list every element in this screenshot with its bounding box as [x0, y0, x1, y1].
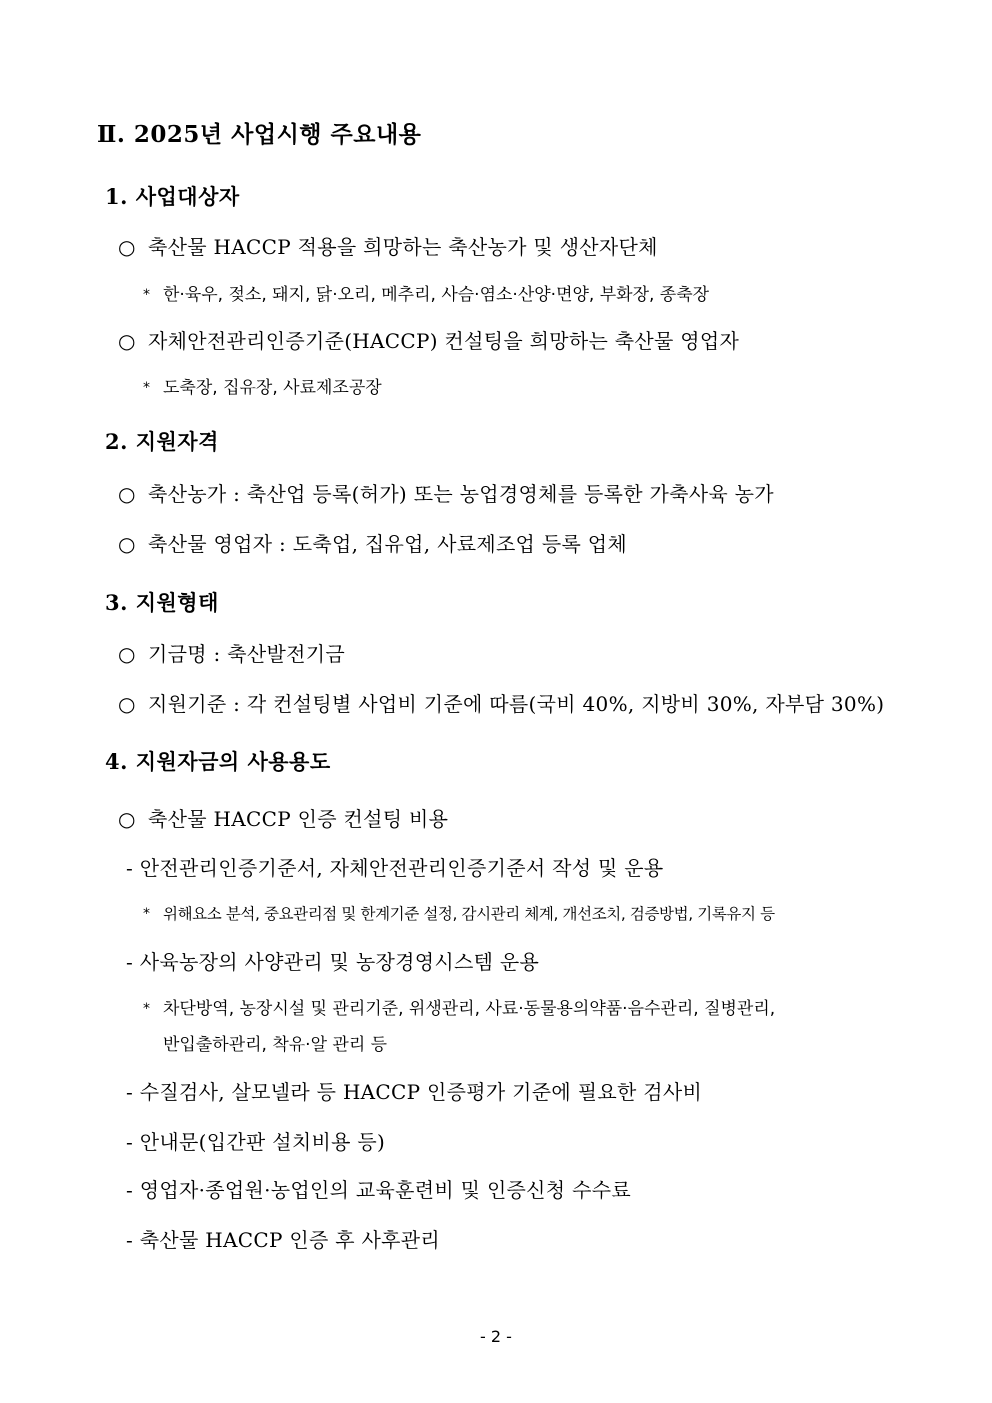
asterisk-icon: *: [143, 380, 150, 396]
list-item: ○ 축산물 HACCP 인증 컨설팅 비용: [118, 807, 449, 831]
note-item: * 차단방역, 농장시설 및 관리기준, 위생관리, 사료·동물용의약품·음수관리, 질병관리,: [143, 999, 776, 1019]
circle-bullet-icon: ○: [118, 692, 136, 716]
circle-bullet-icon: ○: [118, 482, 136, 506]
list-item: ○ 지원기준 : 각 컨설팅별 사업비 기준에 따름(국비 40%, 지방비 30%, 자부담 30%): [118, 692, 885, 716]
dash-item: - 안전관리인증기준서, 자체안전관리인증기준서 작성 및 운용: [126, 856, 664, 880]
dash-item: - 영업자·종업원·농업인의 교육훈련비 및 인증신청 수수료: [126, 1178, 631, 1202]
list-item: ○ 축산물 영업자 : 도축업, 집유업, 사료제조업 등록 업체: [118, 532, 627, 556]
dash-icon: -: [126, 1080, 134, 1104]
section-heading-1: 1. 사업대상자: [105, 184, 240, 209]
dash-icon: -: [126, 1130, 134, 1154]
list-item: ○ 기금명 : 축산발전기금: [118, 642, 345, 666]
list-item: ○ 축산농가 : 축산업 등록(허가) 또는 농업경영체를 등록한 가축사육 농가: [118, 482, 774, 506]
dash-item: - 안내문(입간판 설치비용 등): [126, 1130, 386, 1154]
asterisk-icon: *: [143, 287, 150, 303]
note-item: * 위해요소 분석, 중요관리점 및 한계기준 설정, 감시관리 체계, 개선조치, 검증방법, 기록유지 등: [143, 905, 775, 923]
list-item: ○ 축산물 HACCP 적용을 희망하는 축산농가 및 생산자단체: [118, 235, 658, 259]
dash-icon: -: [126, 856, 134, 880]
circle-bullet-icon: ○: [118, 642, 136, 666]
section-heading-2: 2. 지원자격: [105, 429, 219, 454]
dash-icon: -: [126, 1228, 134, 1252]
circle-bullet-icon: ○: [118, 532, 136, 556]
dash-item: - 축산물 HACCP 인증 후 사후관리: [126, 1228, 441, 1252]
note-item: * 도축장, 집유장, 사료제조공장: [143, 378, 382, 398]
note-item: * 한·육우, 젖소, 돼지, 닭·오리, 메추리, 사슴·염소·산양·면양, 부화장, 종축장: [143, 285, 710, 305]
asterisk-icon: *: [143, 906, 150, 922]
circle-bullet-icon: ○: [118, 807, 136, 831]
dash-item: - 사육농장의 사양관리 및 농장경영시스템 운용: [126, 950, 540, 974]
circle-bullet-icon: ○: [118, 235, 136, 259]
section-heading-3: 3. 지원형태: [105, 590, 219, 615]
list-item: ○ 자체안전관리인증기준(HACCP) 컨설팅을 희망하는 축산물 영업자: [118, 329, 740, 353]
page-number: - 2 -: [480, 1327, 512, 1346]
section-heading-4: 4. 지원자금의 사용용도: [105, 749, 331, 774]
page-title: Ⅱ. 2025년 사업시행 주요내용: [97, 121, 422, 148]
dash-icon: -: [126, 950, 134, 974]
circle-bullet-icon: ○: [118, 329, 136, 353]
asterisk-icon: *: [143, 1001, 150, 1017]
note-continuation: 반입출하관리, 착유·알 관리 등: [163, 1035, 388, 1055]
dash-item: - 수질검사, 살모넬라 등 HACCP 인증평가 기준에 필요한 검사비: [126, 1080, 703, 1104]
dash-icon: -: [126, 1178, 134, 1202]
